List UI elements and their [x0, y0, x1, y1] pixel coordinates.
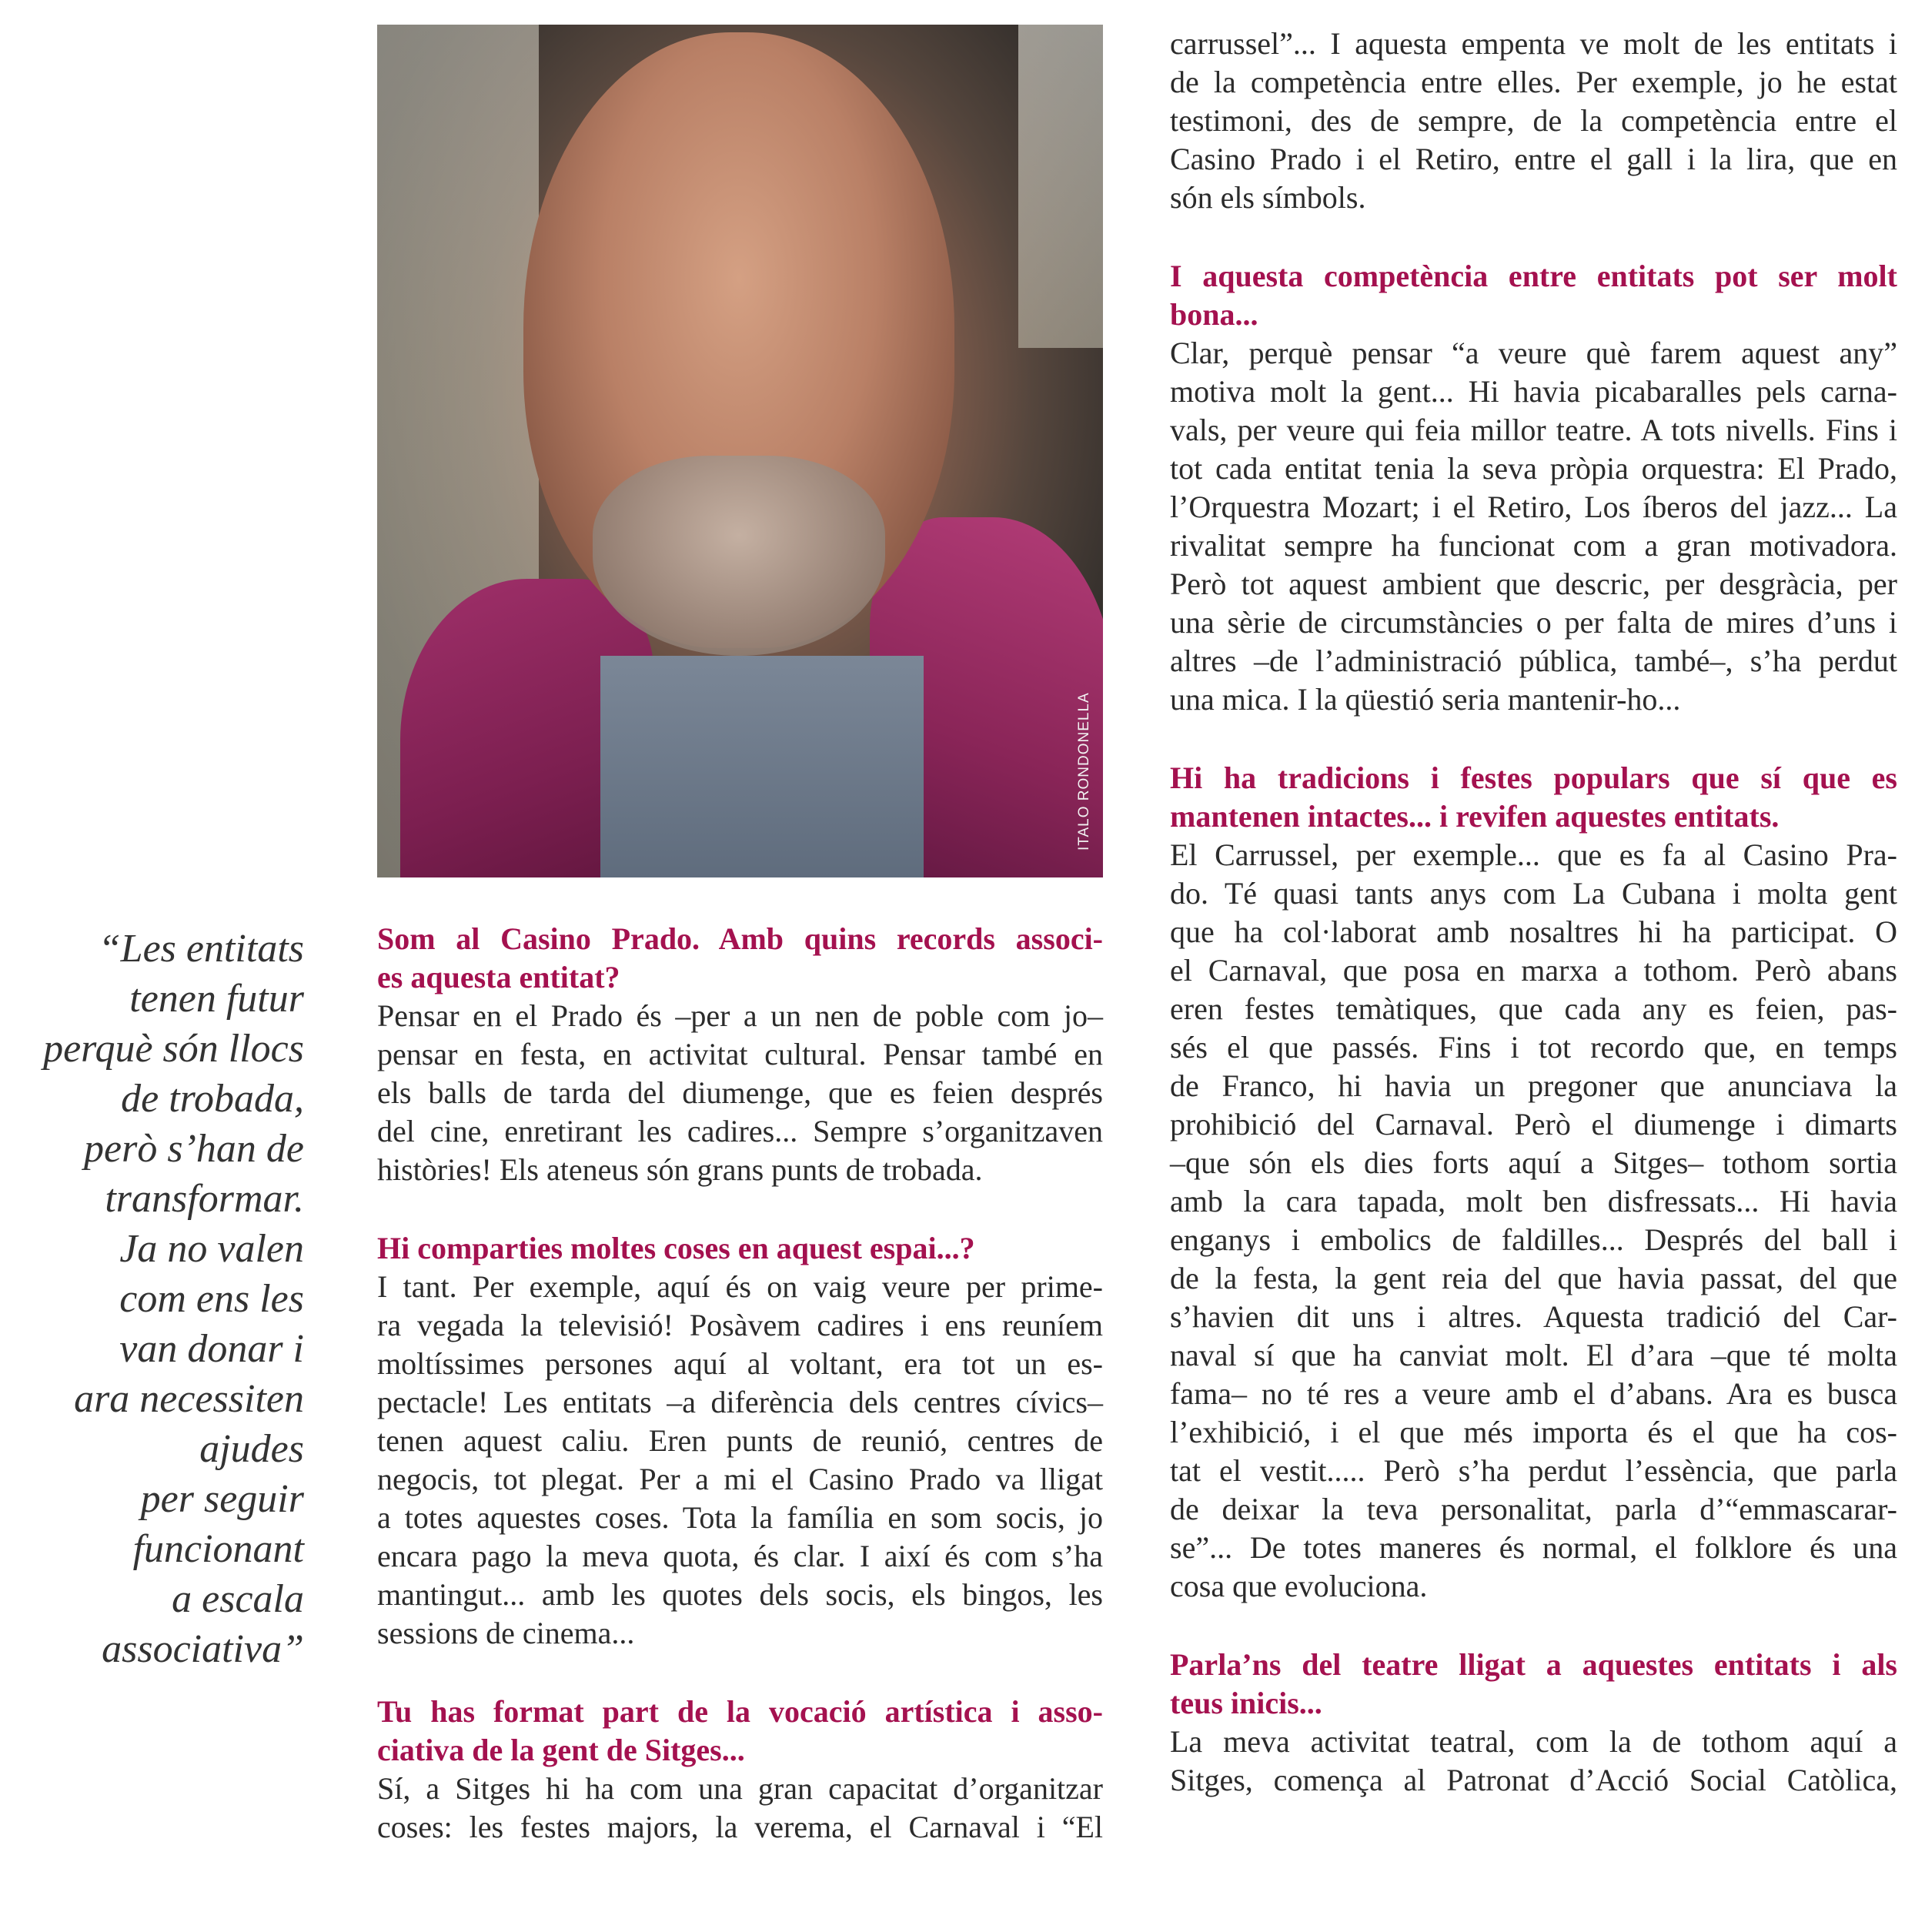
pull-quote-line: Ja no valen [119, 1227, 304, 1271]
answer-line: Clar, perquè pensar “a veure què farem aquest any” [1170, 336, 1897, 370]
answer-line: una sèrie de circumstàncies o per falta de mires d’uns i [1170, 605, 1897, 640]
body-line: són els símbols. [1170, 180, 1366, 215]
answer-line: una mica. I la qüestió seria mantenir-ho... [1170, 682, 1681, 717]
answer-line: mantingut... amb les quotes dels socis, els bingos, les [377, 1577, 1103, 1612]
question-heading: Tu has format part de la vocació artística i asso- [377, 1694, 1103, 1729]
answer-line: de la festa, la gent reia del que havia passat, del que [1170, 1261, 1897, 1295]
pull-quote-line: van donar i [119, 1327, 304, 1371]
portrait-photo [377, 25, 1103, 877]
pull-quote-line: funcionant [132, 1527, 304, 1571]
answer-line: –que són els dies forts aquí a Sitges– tothom sortia [1170, 1145, 1897, 1180]
pull-quote-line: perquè són llocs [43, 1027, 304, 1071]
pull-quote-line: associativa” [102, 1627, 304, 1671]
pull-quote-line: a escala [172, 1577, 304, 1621]
answer-line: altres –de l’administració pública, també–, s’ha perdut [1170, 643, 1897, 678]
answer-line: rivalitat sempre ha funcionat com a gran motivadora. [1170, 528, 1897, 563]
answer-line: del cine, enretirant les cadires... Sempre s’organitzaven [377, 1114, 1103, 1148]
photo-credit: ITALO RONDONELLA [1076, 692, 1092, 851]
answer-line: fama– no té res a veure amb el d’abans. Ara es busca [1170, 1376, 1897, 1411]
article-column-2 [1170, 25, 1897, 1800]
question-heading: ciativa de la gent de Sitges... [377, 1733, 745, 1767]
answer-line: tot cada entitat tenia la seva pròpia orquestra: El Prado, [1170, 451, 1897, 486]
pull-quote-line: ara necessiten [74, 1377, 304, 1421]
pull-quote-line: ajudes [199, 1427, 304, 1471]
pull-quote-line: de trobada, [121, 1077, 304, 1121]
body-line: testimoni, des de sempre, de la competència entre el [1170, 103, 1897, 138]
answer-line: coses: les festes majors, la verema, el Carnaval i “El [377, 1810, 1103, 1844]
beard [593, 456, 885, 656]
question-heading: I aquesta competència entre entitats pot ser molt [1170, 259, 1897, 293]
answer-line: I tant. Per exemple, aquí és on vaig veure per prime- [377, 1269, 1103, 1304]
answer-line: naval sí que ha canviat molt. El d’ara –que té molta [1170, 1338, 1897, 1372]
answer-line: eren festes temàtiques, que cada any es feien, pas- [1170, 991, 1897, 1026]
answer-line: s’havien dit uns i altres. Aquesta tradició del Car- [1170, 1299, 1897, 1334]
answer-line: el Carnaval, que posa en marxa a tothom. Però abans [1170, 953, 1897, 988]
body-line: de la competència entre elles. Per exemple, jo he estat [1170, 65, 1897, 99]
answer-line: se”... De totes maneres és normal, el folklore és una [1170, 1530, 1897, 1565]
question-heading: Hi comparties moltes coses en aquest espai...? [377, 1231, 975, 1265]
question-heading: bona... [1170, 297, 1258, 332]
answer-line: negocis, tot plegat. Per a mi el Casino Prado va lligat [377, 1462, 1103, 1496]
answer-line: l’Orquestra Mozart; i el Retiro, Los íberos del jazz... La [1170, 490, 1897, 524]
answer-line: els balls de tarda del diumenge, que es feien després [377, 1075, 1103, 1110]
pull-quote-line: tenen futur [129, 977, 304, 1021]
answer-line: històries! Els ateneus són grans punts de trobada. [377, 1152, 983, 1187]
pull-quote-line: per seguir [140, 1477, 304, 1521]
answer-line: pensar en festa, en activitat cultural. Pensar també en [377, 1037, 1103, 1071]
answer-line: Pensar en el Prado és –per a un nen de poble com jo– [377, 998, 1103, 1033]
answer-line: amb la cara tapada, molt ben disfressats... Hi havia [1170, 1184, 1897, 1218]
answer-line: tat el vestit..... Però s’ha perdut l’essència, que parla [1170, 1453, 1897, 1488]
answer-line: do. Té quasi tants anys com La Cubana i molta gent [1170, 876, 1897, 911]
question-heading: Som al Casino Prado. Amb quins records associ- [377, 921, 1103, 956]
paragraph-gap [1170, 217, 1897, 257]
answer-line: de deixar la teva personalitat, parla d’“emmascarar- [1170, 1492, 1897, 1526]
answer-line: tenen aquest caliu. Eren punts de reunió, centres de [377, 1423, 1103, 1458]
answer-line: ra vegada la televisió! Posàvem cadires i ens reuníem [377, 1308, 1103, 1342]
answer-line: sés el que passés. Fins i tot recordo que, en temps [1170, 1030, 1897, 1065]
pull-quote [15, 924, 304, 1674]
question-heading: teus inicis... [1170, 1686, 1322, 1720]
answer-line: encara pago la meva quota, és clar. I així és com s’ha [377, 1539, 1103, 1573]
answer-line: Sí, a Sitges hi ha com una gran capacitat d’organitzar [377, 1771, 1103, 1806]
question-heading: Hi ha tradicions i festes populars que sí que es [1170, 760, 1897, 795]
paragraph-gap [377, 1653, 1103, 1693]
question-heading: mantenen intactes... i revifen aquestes entitats. [1170, 799, 1780, 834]
answer-line: de Franco, hi havia un pregoner que anunciava la [1170, 1068, 1897, 1103]
paragraph-gap [1170, 1606, 1897, 1646]
pull-quote-line: “Les entitats [98, 927, 304, 971]
answer-line: enganys i embolics de faldilles... Després del ball i [1170, 1222, 1897, 1257]
paragraph-gap [1170, 719, 1897, 759]
answer-line: El Carrussel, per exemple... que es fa al Casino Pra- [1170, 837, 1897, 872]
answer-line: Sitges, comença al Patronat d’Acció Social Catòlica, [1170, 1763, 1897, 1797]
body-line: carrussel”... I aquesta empenta ve molt de les entitats i [1170, 26, 1897, 61]
answer-line: Però tot aquest ambient que descric, per desgràcia, per [1170, 567, 1897, 601]
question-heading: es aquesta entitat? [377, 960, 620, 994]
answer-line: cosa que evoluciona. [1170, 1569, 1428, 1603]
answer-line: vals, per veure qui feia millor teatre. A tots nivells. Fins i [1170, 413, 1897, 447]
article-column-1 [377, 920, 1103, 1847]
answer-line: motiva molt la gent... Hi havia picabaralles pels carna- [1170, 374, 1897, 409]
answer-line: prohibició del Carnaval. Però el diumenge i dimarts [1170, 1107, 1897, 1141]
shirt [600, 656, 924, 877]
answer-line: pectacle! Les entitats –a diferència dels centres cívics– [377, 1385, 1103, 1419]
body-line: Casino Prado i el Retiro, entre el gall i la lira, que en [1170, 142, 1897, 176]
answer-line: a totes aquestes coses. Tota la família en som socis, jo [377, 1500, 1103, 1535]
background-poster [1018, 25, 1103, 348]
paragraph-gap [377, 1189, 1103, 1229]
answer-line: l’exhibició, i el que més importa és el que ha cos- [1170, 1415, 1897, 1449]
pull-quote-line: però s’han de [84, 1127, 304, 1171]
answer-line: moltíssimes persones aquí al voltant, era tot un es- [377, 1346, 1103, 1381]
answer-line: La meva activitat teatral, com la de tothom aquí a [1170, 1724, 1897, 1759]
answer-line: sessions de cinema... [377, 1616, 635, 1650]
answer-line: que ha col·laborat amb nosaltres hi ha participat. O [1170, 914, 1897, 949]
question-heading: Parla’ns del teatre lligat a aquestes entitats i als [1170, 1647, 1897, 1682]
pull-quote-line: transformar. [105, 1177, 304, 1221]
pull-quote-line: com ens les [119, 1277, 304, 1321]
